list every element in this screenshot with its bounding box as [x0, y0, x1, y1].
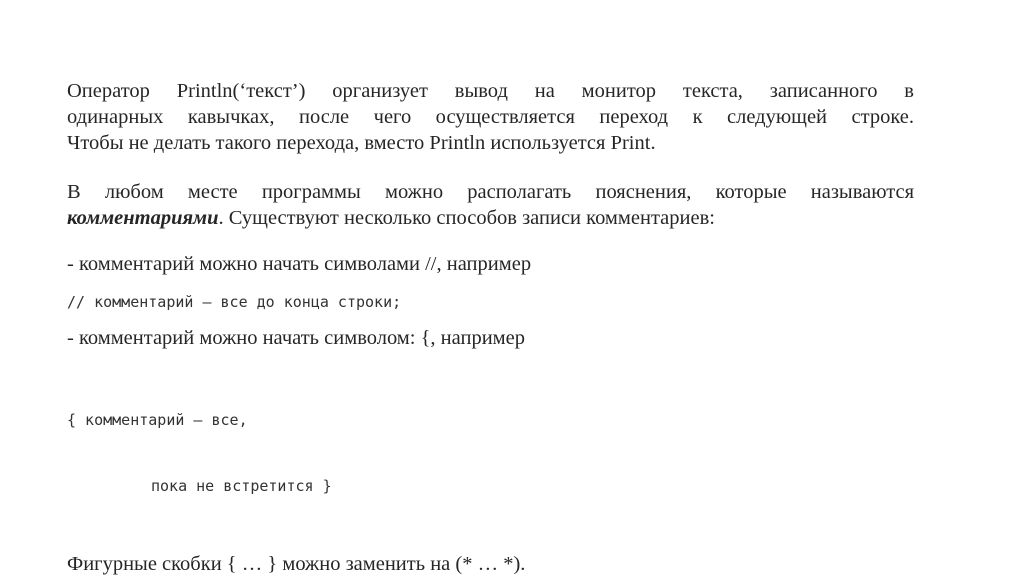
slide-content — [67, 78, 914, 577]
paragraph-comments-line-1: В любом месте программы можно располагать пояснения, которые называются — [67, 181, 914, 203]
paragraph-println-line-1: Оператор Println(‘текст’) организует вывод на монитор текста, записанного в — [67, 80, 914, 102]
paragraph-println-line-3: Чтобы не делать такого перехода, вместо Println используется Print. — [67, 132, 656, 154]
paragraph-println — [67, 78, 914, 156]
code-block-line-1: { комментарий – все, — [67, 411, 248, 429]
bullet-curly-brace: - комментарий можно начать символом: {, например — [67, 327, 525, 349]
code-block-line-2: пока не встретится } — [151, 477, 332, 495]
paragraph-comments-line-2-rest: . Существуют несколько способов записи комментариев: — [218, 207, 715, 229]
emphasis-term: комментариями — [67, 207, 219, 229]
paragraph-comments — [67, 179, 914, 231]
bullet-double-slash: - комментарий можно начать символами //, например — [67, 253, 532, 275]
paragraph-comments-line-2 — [67, 205, 914, 231]
code-example-single-line: // комментарий – все до конца строки; — [67, 293, 402, 311]
code-example-block — [67, 365, 914, 541]
footer-note: Фигурные скобки { … } можно заменить на (* … *). — [67, 553, 526, 575]
paragraph-println-line-2: одинарных кавычках, после чего осуществляется переход к следующей строке. — [67, 106, 914, 128]
